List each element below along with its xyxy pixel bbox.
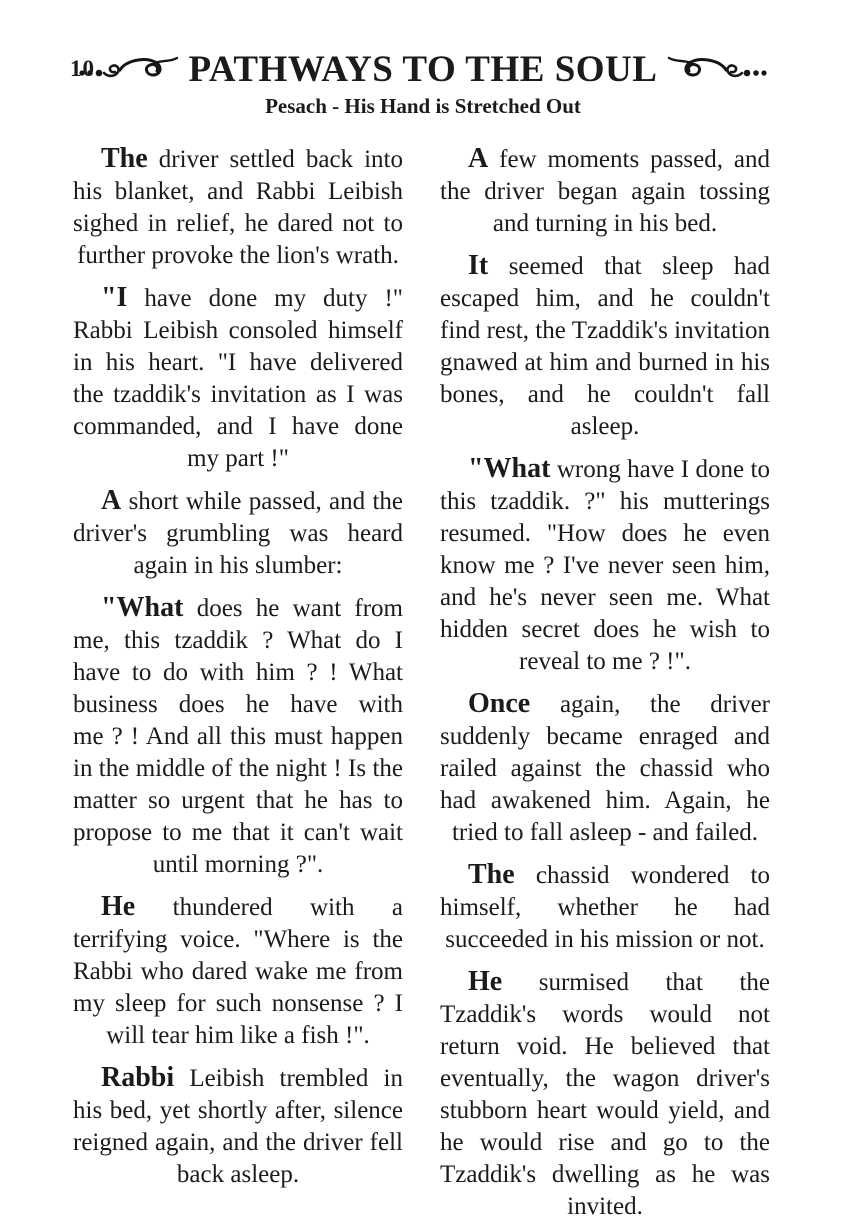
paragraph (440, 859, 770, 956)
paragraph-lead: He (101, 891, 136, 922)
paragraph-text: surmised that the Tzaddik's words would not return void. He believed that eventually, the wagon driver's stubborn heart would yield, and he would rise and go to the Tzaddik's dwelling as he was invited. (440, 969, 770, 1220)
title-row (0, 48, 846, 90)
paragraph-text: few moments passed, and the driver began again tossing and turning in his bed. (440, 146, 770, 237)
paragraph-text: have done my duty !" Rabbi Leibish consoled himself in his heart. "I have delivered the tzaddik's invitation as I was commanded, and I have done my part !" (73, 285, 403, 472)
paragraph (73, 592, 403, 881)
paragraph-text: driver settled back into his blanket, and Rabbi Leibish sighed in relief, he dared not to further provoke the lion's wrath. (73, 146, 403, 269)
paragraph-text: wrong have I done to this tzaddik. ?" his mutterings resumed. "How does he even know me ? I've never seen him, and he's never seen me. What hidden secret does he wish to reveal to me ? !". (440, 456, 770, 675)
left-column (73, 143, 403, 1223)
right-column (440, 143, 770, 1223)
paragraph-lead: A (468, 143, 489, 174)
paragraph-text: chassid wondered to himself, whether he had succeeded in his mission or not. (440, 862, 770, 953)
paragraph (73, 282, 403, 475)
paragraph (440, 966, 770, 1223)
paragraph-lead: "What (101, 592, 184, 623)
text-columns (0, 143, 846, 1223)
paragraph-text: short while passed, and the driver's grumbling was heard again in his slumber: (73, 488, 403, 579)
paragraph (73, 1062, 403, 1191)
paragraph-text: seemed that sleep had escaped him, and he couldn't find rest, the Tzaddik's invitation gnawed at him and burned in his bones, and he couldn't fall asleep. (440, 253, 771, 440)
paragraph (73, 143, 403, 272)
paragraph-lead: He (468, 966, 503, 997)
paragraph-lead: Once (468, 688, 531, 719)
page-header (0, 0, 846, 119)
paragraph (440, 453, 770, 678)
paragraph-lead: A (101, 485, 122, 516)
paragraph (73, 891, 403, 1052)
paragraph-text: does he want from me, this tzaddik ? What do I have to do with him ? ! What business does he have with me ? ! And all this must happen in the middle of the night ! Is the matter so urgent that he has to propose to me that it can't wait until morning ?". (73, 595, 403, 878)
paragraph-text: again, the driver suddenly became enraged and railed against the chassid who had awakened him. Again, he tried to fall asleep - and failed. (440, 691, 770, 846)
paragraph-lead: The (468, 859, 515, 890)
paragraph-lead: It (468, 250, 489, 281)
paragraph-lead: "What (468, 453, 551, 484)
book-title: PATHWAYS TO THE SOUL (188, 48, 658, 90)
paragraph-lead: "I (101, 282, 128, 313)
page-number: 10 (70, 56, 95, 81)
paragraph (440, 688, 770, 849)
paragraph-text: thundered with a terrifying voice. "Where is the Rabbi who dared wake me from my sleep for such nonsense ? I will tear him like a fish !". (73, 894, 403, 1049)
paragraph (440, 143, 770, 240)
paragraph-lead: Rabbi (101, 1062, 175, 1093)
chapter-subtitle: Pesach - His Hand is Stretched Out (265, 94, 581, 118)
flourish-right-icon (665, 54, 769, 84)
paragraph-lead: The (101, 143, 148, 174)
paragraph-text: Leibish trembled in his bed, yet shortly after, silence reigned again, and the driver fell back asleep. (73, 1065, 403, 1188)
paragraph (73, 485, 403, 582)
paragraph (440, 250, 770, 443)
